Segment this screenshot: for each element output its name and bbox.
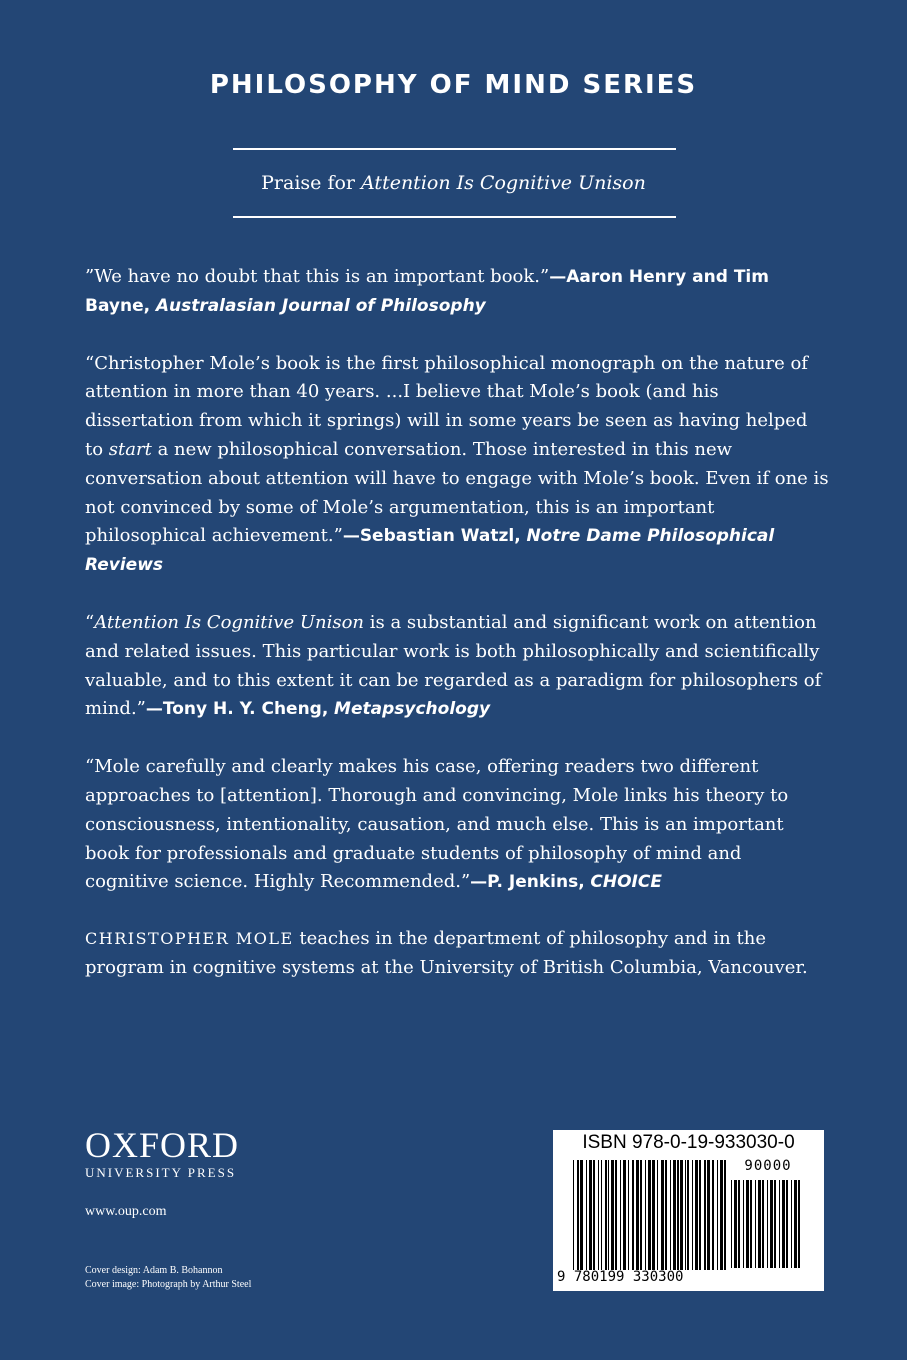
barcode-bar [598, 1160, 599, 1270]
barcode-bar [673, 1160, 676, 1270]
barcode-bar [782, 1180, 785, 1268]
barcode-bar [743, 1180, 744, 1268]
barcode-bar [750, 1180, 752, 1268]
bottom-rule [233, 216, 676, 218]
quote-text-continued: a new philosophical conversation. Those interested in this new conversation about attention will have to engage with Mole’s book. Even if one is not convinced by some of Mole’s argumentation, this is an important philosophical achievement.” [85, 438, 829, 547]
barcode-bar [648, 1160, 651, 1270]
barcode-bar [677, 1160, 679, 1270]
praise-quotes [85, 263, 830, 926]
barcode-bar [786, 1180, 788, 1268]
barcode-bar [738, 1180, 740, 1268]
barcode-bar [670, 1160, 671, 1270]
author-name: CHRISTOPHER MOLE [85, 929, 294, 948]
quote-text: is a substantial and significant work on attention and related issues. This particular work is both philosophically and scientifically valuable, and to this extent it can be regarded as a paradigm for philosophers of mind.” [85, 611, 822, 720]
barcode-main-digits: 9 780199 330300 [557, 1269, 684, 1285]
barcode-bar [623, 1160, 626, 1270]
barcode-bar [767, 1180, 768, 1268]
barcode-bar [680, 1160, 683, 1270]
barcode-bar [774, 1180, 776, 1268]
barcode-bar [717, 1160, 718, 1270]
author-bio-text: teaches in the department of philosophy and in the program in cognitive systems at the University of British Columbia, Vancouver. [85, 928, 808, 978]
isbn-label: ISBN 978-0-19-933030-0 [582, 1132, 795, 1153]
barcode-bar [692, 1160, 693, 1270]
barcode-bar [608, 1160, 609, 1270]
barcode-bar [611, 1160, 614, 1270]
publisher-press: UNIVERSITY PRESS [85, 1165, 237, 1180]
barcode-bar [657, 1160, 658, 1270]
quote-book-title: Attention Is Cognitive Unison [94, 611, 365, 633]
isbn-barcode [553, 1130, 824, 1291]
barcode-bar [593, 1160, 595, 1270]
quote-source: Notre Dame Philosophical Reviews [85, 526, 775, 576]
barcode-bar [794, 1180, 797, 1268]
barcode-bar [628, 1160, 629, 1270]
barcode-bar [731, 1180, 732, 1268]
top-rule [233, 148, 676, 150]
publisher-url: www.oup.com [85, 1204, 167, 1219]
barcode-bar [758, 1180, 761, 1268]
barcode-bar [580, 1160, 583, 1270]
quote-jenkins [85, 753, 830, 897]
series-title: PHILOSOPHY OF MIND SERIES [209, 70, 698, 100]
barcode-bar [615, 1160, 617, 1270]
barcode-bar [586, 1160, 587, 1270]
barcode-bar [601, 1160, 602, 1270]
quote-attribution: —Aaron Henry and Tim Bayne, [85, 267, 769, 316]
barcode-bar [652, 1160, 655, 1270]
barcode-bar [573, 1160, 574, 1270]
barcode-bar [687, 1160, 689, 1270]
barcode-bar [620, 1160, 621, 1270]
barcode-bar [577, 1160, 579, 1270]
barcode-bar [770, 1180, 773, 1268]
quote-source: CHOICE [590, 872, 662, 893]
barcode-bar [762, 1180, 764, 1268]
quote-watzl [85, 350, 830, 580]
publisher-name: OXFORD [85, 1125, 240, 1165]
barcode-addon-bars [731, 1180, 803, 1268]
quote-text: “Mole carefully and clearly makes his case, offering readers two different approaches to [attention]. Thorough and convincing, Mole links his theory to consciousness, intentionality, causation, and much else. This is an important book for professionals and graduate students of philosophy of mind and cognitive science. Highly Recommended.” [85, 756, 789, 893]
barcode-bar [632, 1160, 634, 1270]
quote-source: Metapsychology [334, 699, 491, 720]
quote-attribution: —Sebastian Watzl, [342, 526, 521, 547]
barcode-bar [798, 1180, 800, 1268]
barcode-bar [712, 1160, 714, 1270]
barcode-bar [640, 1160, 642, 1270]
barcode-bar [720, 1160, 723, 1270]
barcode-bar [755, 1180, 756, 1268]
quote-emphasis: start [108, 438, 152, 460]
quote-henry-bayne [85, 263, 830, 321]
barcode-bar [636, 1160, 639, 1270]
barcode-bar [724, 1160, 726, 1270]
barcode-bar [699, 1160, 701, 1270]
quote-text: ”We have no doubt that this is an important book.” [85, 266, 550, 287]
barcode-addon-digits: 90000 [744, 1158, 792, 1174]
barcode-bar [746, 1180, 749, 1268]
barcode-bar [704, 1160, 706, 1270]
barcode-bar [605, 1160, 607, 1270]
quote-attribution: —P. Jenkins, [470, 872, 585, 893]
publisher-logo [85, 1127, 239, 1181]
quote-open-mark: “ [85, 611, 95, 633]
quote-attribution: —Tony H. Y. Cheng, [145, 699, 329, 720]
quote-cheng [85, 609, 830, 724]
barcode-bar [645, 1160, 646, 1270]
barcode-bar [734, 1180, 737, 1268]
barcode-bar [661, 1160, 664, 1270]
author-bio [85, 925, 830, 983]
barcode-bar [685, 1160, 686, 1270]
praise-heading [0, 172, 907, 194]
cover-design-credit: Cover design: Adam B. Bohannon [85, 1265, 223, 1276]
barcode-bar [589, 1160, 592, 1270]
cover-credits [85, 1264, 251, 1292]
cover-image-credit: Cover image: Photograph by Arthur Steel [85, 1279, 252, 1290]
praise-prefix: Praise for [261, 172, 362, 194]
barcode-bar [665, 1160, 667, 1270]
barcode-main-bars [573, 1160, 728, 1270]
quote-text: “Christopher Mole’s book is the first philosophical monograph on the nature of attention in more than 40 years. ...I believe that Mole’s book (and his dissertation from which it springs) will in some years be seen as having helped to [85, 352, 808, 460]
barcode-bar [695, 1160, 698, 1270]
praise-book-title: Attention Is Cognitive Unison [361, 172, 646, 194]
barcode-bar [779, 1180, 780, 1268]
barcode-bar [707, 1160, 710, 1270]
barcode-bar [791, 1180, 792, 1268]
quote-source: Australasian Journal of Philosophy [155, 295, 486, 316]
